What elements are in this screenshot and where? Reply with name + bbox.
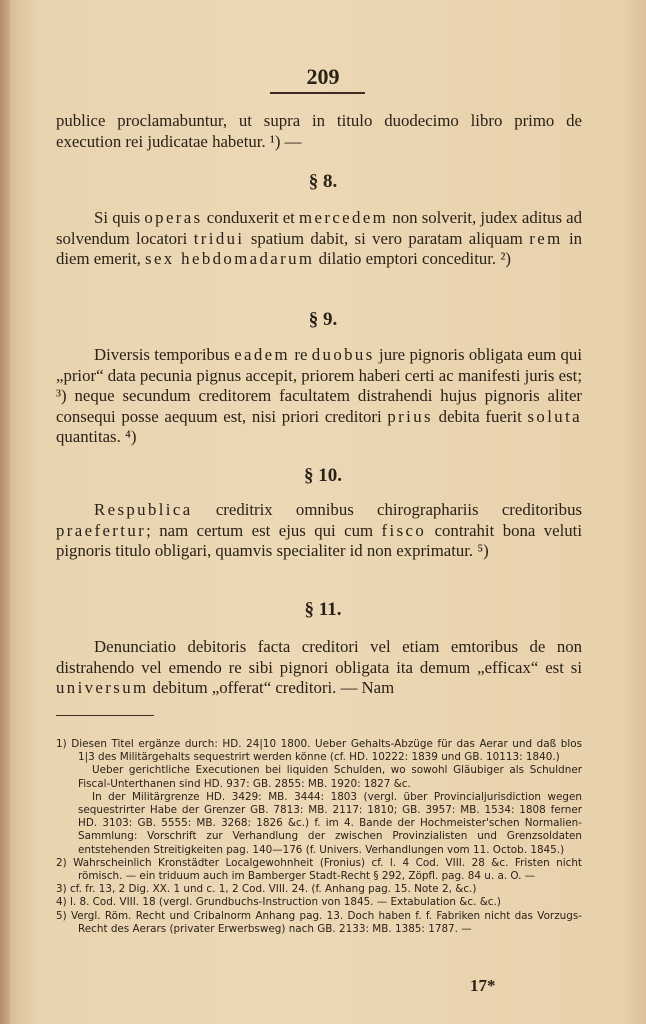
paragraph-text: publice proclamabuntur, ut supra in titulo duodecimo libro primo de execution rei judicatae habetur. ¹) — — [56, 111, 582, 151]
footnotes — [56, 738, 582, 936]
footnote-3: 3) cf. fr. 13, 2 Dig. XX. 1 und c. 1, 2 Cod. VIII. 24. (f. Anhang pag. 15. Note 2, &c.) — [56, 883, 477, 896]
section-8-paragraph: Si quis operas conduxerit et mercedem non solverit, judex aditus ad solvendum locatori tridui spatium dabit, si vero paratam aliquam rem in diem emerit, sex hebdomadarum dilatio emptori conceditur. ²) — [56, 208, 583, 268]
footnote-1: 1) Diesen Titel ergänze durch: HD. 24|10 1800. Ueber Gehalts-Abzüge für das Aerar und daß blos 1|3 des Militärgehalts sequestrirt werden könne (cf. HD. 10222: 1839 und GB. 10113: 1840.) — [56, 738, 582, 764]
section-9-paragraph: Diversis temporibus eadem re duobus jure pignoris obligata eum qui „prior“ data pecunia pignus accepit, priorem haberi certi ac manifesti juris est; ³) neque secundum creditorem facultatem distrahendi hujus pignoris aliter consequi posse aequum est, nisi priori creditori prius debita fuerit soluta quantitas. ⁴) — [56, 345, 582, 446]
section-heading-10: § 10. — [304, 465, 342, 486]
section-heading-9: § 9. — [308, 309, 338, 330]
footnote-1-continuation: Ueber gerichtliche Executionen bei liquiden Schulden, wo sowohl Gläubiger als Schuldner Fiscal-Unterthanen sind HD. 937: GB. 2855: MB. 1920: 1827 &c. — [78, 764, 582, 790]
page-spine-edge — [0, 0, 10, 1024]
section-heading-11: § 11. — [304, 599, 342, 620]
section-10-paragraph: Respublica creditrix omnibus chirographariis creditoribus praefertur; nam certum est ejus qui cum fisco contrahit bona veluti pignoris titulo obligari, quamvis specialiter id non exprimatur. ⁵) — [56, 500, 582, 560]
section-11-paragraph: Denunciatio debitoris facta creditori vel etiam emtoribus de non distrahendo vel emendo re sibi pignori obligata ita demum „efficax“ est si universum debitum „offerat“ creditori. — Nam — [56, 637, 582, 697]
footnote-4: 4) l. 8. Cod. VIII. 18 (vergl. Grundbuchs-Instruction von 1845. — Extabulation &c. &c.) — [56, 896, 501, 909]
footnote-1-continuation: In der Militärgrenze HD. 3429: MB. 3444: 1803 (vergl. über Provincialjurisdiction wegen sequestrirter Habe der Grenzer GB. 7813: MB. 2117: 1810; GB. 3957: MB. 1534: 1808 ferner HD. 3103: GB. 5555: MB. 3268: 1826 &c.) f. im 4. Bande der Hochmeister'schen Normalien-Sammlung: Vorschrift zur Verhandlung der zwischen Provinzialisten und Grenzsoldaten entstehenden Streitigkeiten pag. 140—176 (f. Univers. Verhandlungen vom 11. Octob. 1845.) — [78, 790, 582, 856]
footnote-5: 5) Vergl. Röm. Recht und Cribalnorm Anhang pag. 13. Doch haben f. f. Fabriken nicht das Vorzugs-Recht des Aerars (privater Erwerbsweg) nach GB. 2133: MB. 1385: 1787. — — [56, 909, 582, 935]
header-rule — [270, 92, 365, 94]
footnote-2: 2) Wahrscheinlich Kronstädter Localgewohnheit (Fronius) cf. l. 4 Cod. VIII. 28 &c. Fristen nicht römisch. — ein triduum auch im Bamberger Stadt-Recht § 292, Zöpfl. pag. 84 u. a. O. — — [56, 856, 582, 883]
paragraph-continuation — [56, 111, 582, 152]
printer-signature: 17* — [470, 976, 496, 995]
footnote-rule — [56, 715, 154, 716]
section-heading-8: § 8. — [308, 171, 338, 192]
page-number: 209 — [306, 64, 340, 89]
